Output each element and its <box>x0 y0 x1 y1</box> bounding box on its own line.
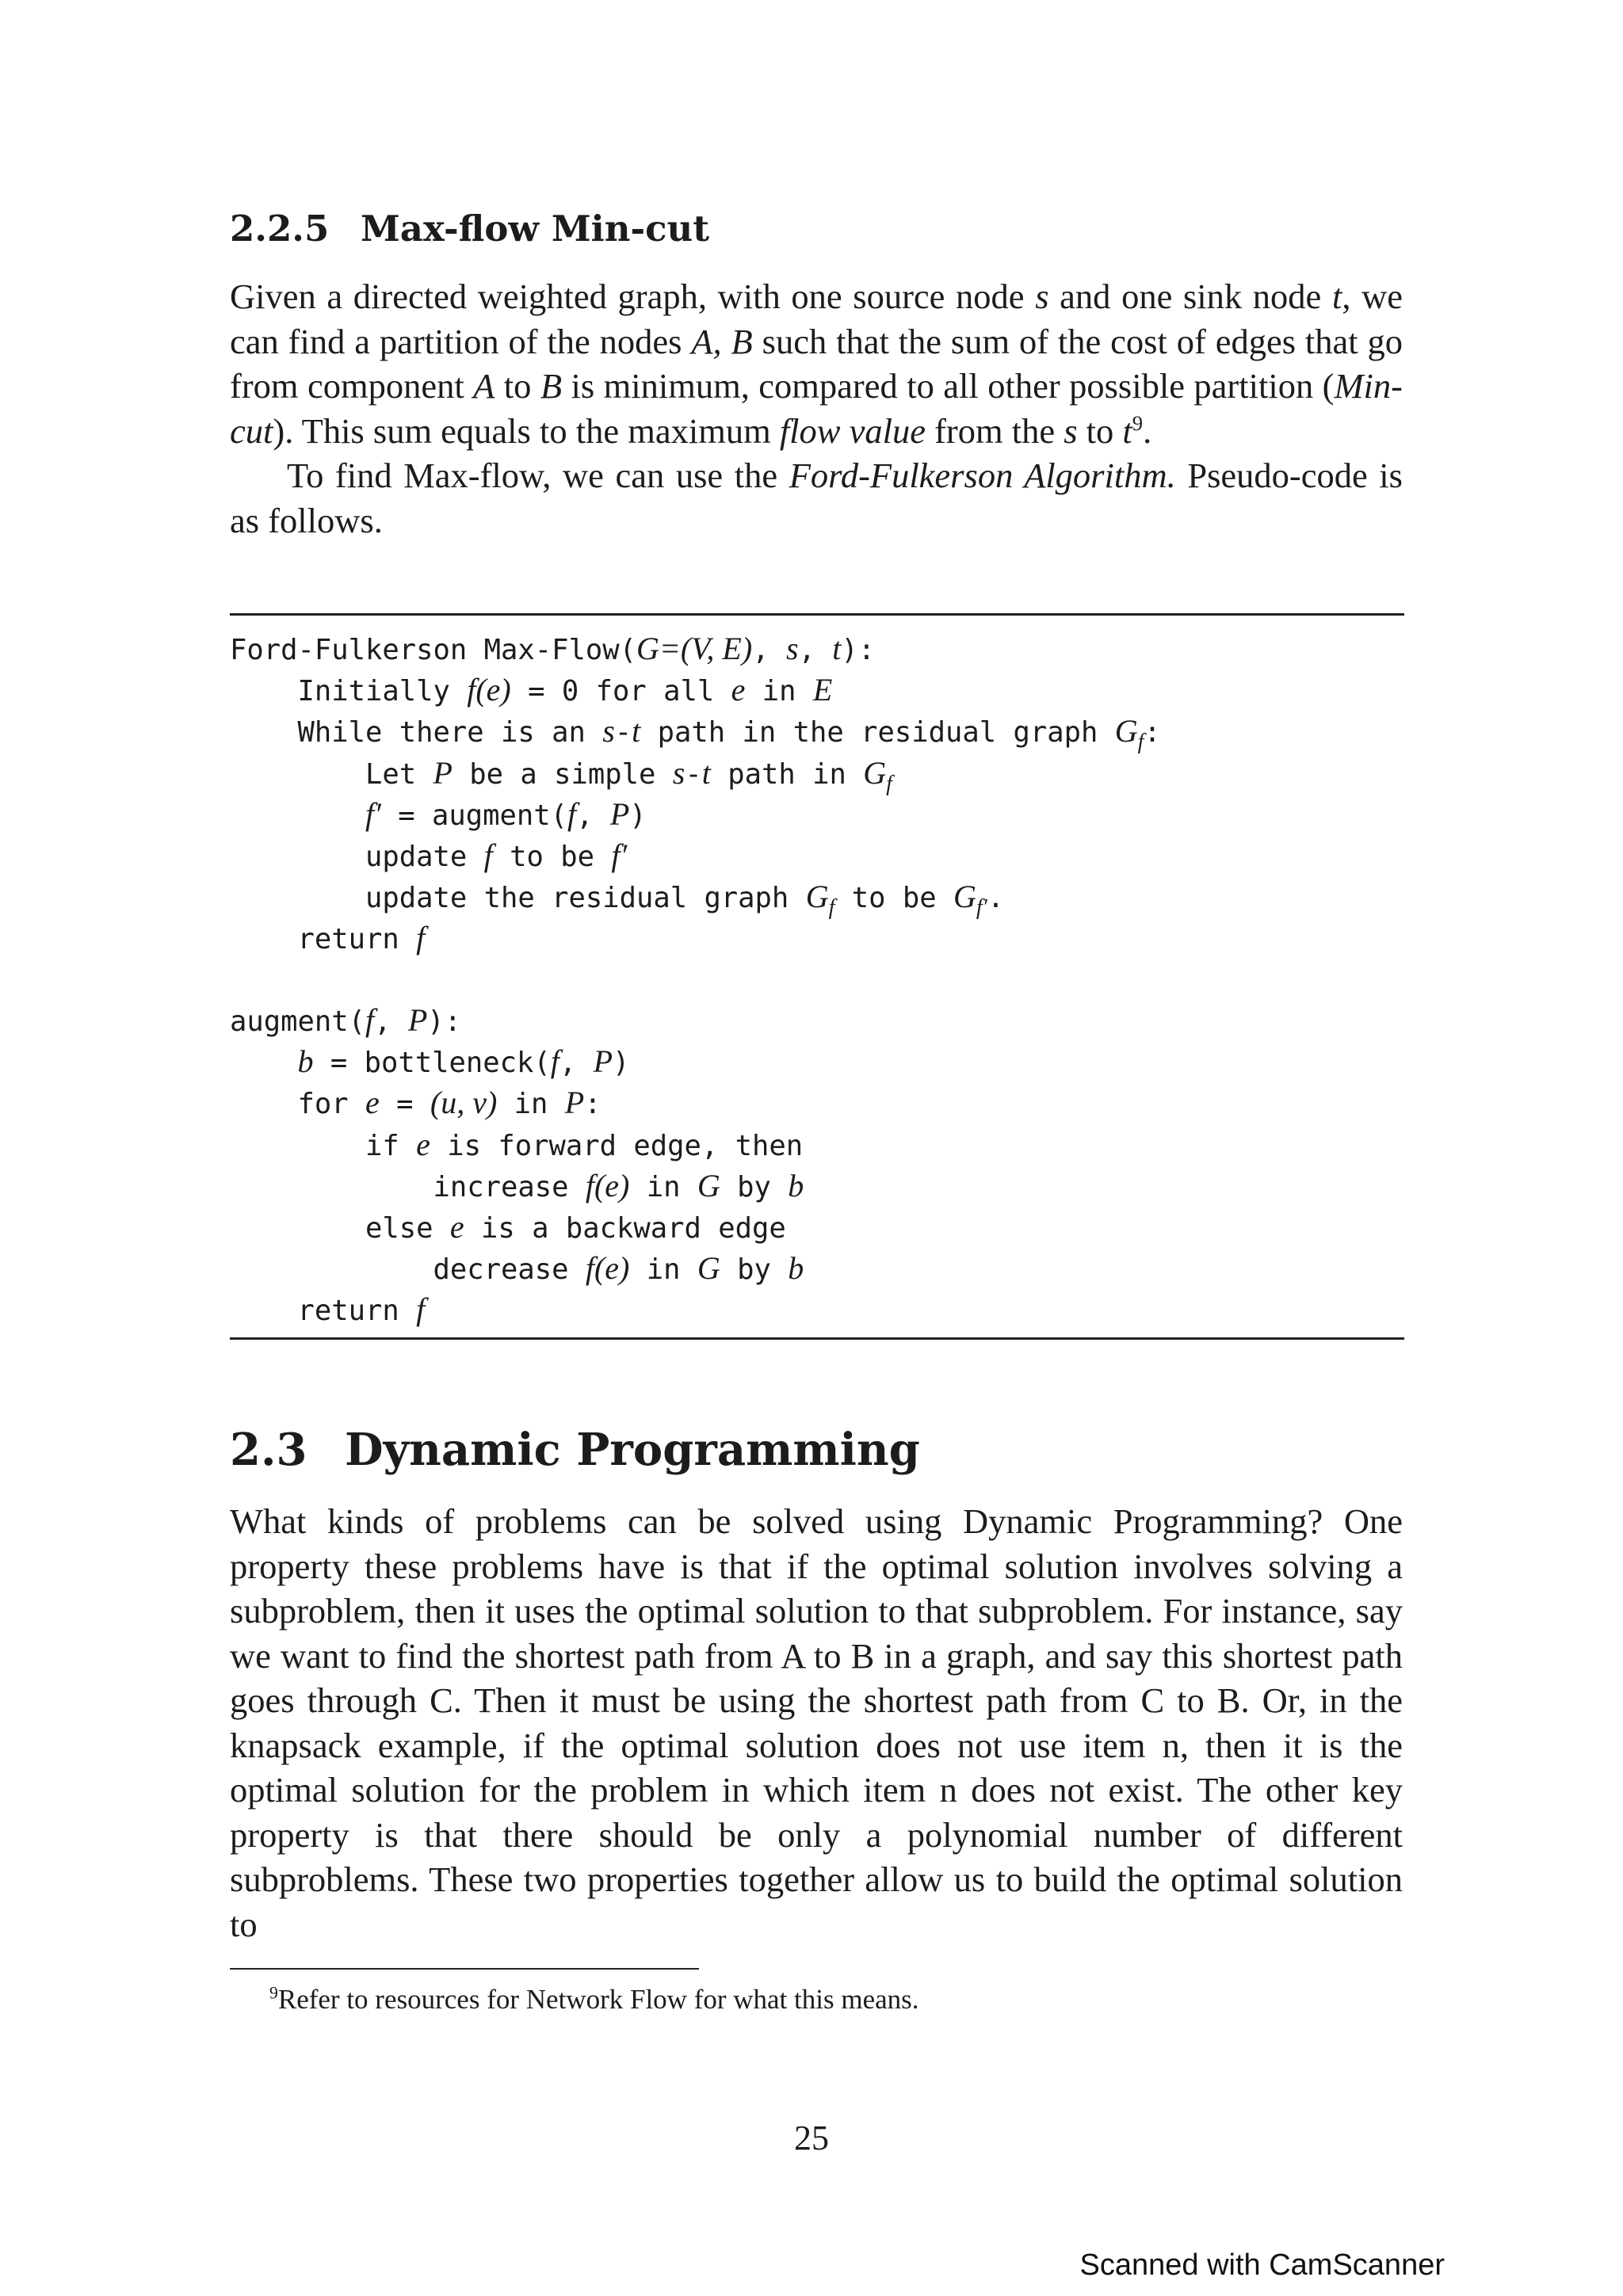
section-heading <box>230 1424 920 1476</box>
pseudocode-ford-fulkerson <box>230 628 1403 959</box>
code-line: update f to be f′ <box>230 837 628 873</box>
emphasis-min-cut: Min-cut <box>230 366 1403 451</box>
code-line: augment(f, P): <box>230 1002 462 1038</box>
footnote-text: Refer to resources for Network Flow for what this means. <box>277 1984 919 2015</box>
math-var: B <box>540 366 563 406</box>
code-line: Ford-Fulkerson Max-Flow(G=(V, E), s, t): <box>230 631 876 666</box>
footnote-number: 9 <box>269 1983 278 2003</box>
text-run: To find Max-flow, we can use the <box>287 456 789 495</box>
code-line: While there is an s-t path in the residual graph $G_f$: <box>230 713 1161 755</box>
footnote-rule <box>230 1968 699 1970</box>
code-line: if e is forward edge, then <box>230 1126 804 1162</box>
text-run: to <box>495 366 540 406</box>
code-line: for e = (u, v) in P: <box>230 1085 601 1121</box>
pseudocode-augment <box>230 1000 1403 1331</box>
code-line: Initially f(e) = 0 for all e in E <box>230 672 833 708</box>
paragraph-dynamic-programming: What kinds of problems can be solved using Dynamic Programming? One property these problems have is that if the optimal solution involves solving a subproblem, then it uses the optimal solution to that subproblem. For instance, say we want to find the shortest path from A to B in a graph, and say this shortest path goes through C. Then it must be using the shortest path from C to B. Or, in the knapsack example, if the optimal solution does not use item n, then it is the optimal solution for the problem in which item n does not exist. The other key property is that there should be only a polynomial number of different subproblems. These two properties together allow us to build the optimal solution to <box>230 1501 1403 1944</box>
subsection-number: 2.2.5 <box>230 208 330 250</box>
code-line: else e is a backward edge <box>230 1208 786 1245</box>
paragraph-maxflow-intro <box>230 274 1403 543</box>
math-var: t <box>1331 277 1342 316</box>
math-var: A, B <box>691 321 753 361</box>
text-run: Given a directed weighted graph, with one source node <box>230 277 1036 316</box>
paragraph-ford-fulkerson <box>230 453 1403 543</box>
text-run: , we can find a partition of the nodes <box>230 277 1403 361</box>
code-line: decrease f(e) in G by b <box>230 1250 804 1287</box>
code-line: b = bottleneck(f, P) <box>297 1043 630 1080</box>
subsection-title: Max-flow Min-cut <box>361 208 710 250</box>
text-run: and one sink node <box>1048 277 1332 316</box>
emphasis-algorithm-name: Ford-Fulkerson Algorithm. <box>789 456 1176 495</box>
code-line: increase f(e) in G by b <box>230 1167 804 1203</box>
code-line: update the residual graph $G_f$ to be $G_{f'}$. <box>230 879 1005 921</box>
math-var: s <box>1064 410 1078 451</box>
code-line: Let P be a simple s-t path in $G_f$ <box>230 754 892 796</box>
scanner-watermark: Scanned with CamScanner <box>1079 2248 1445 2282</box>
text-run: to <box>1077 410 1123 451</box>
text-run: from the <box>925 410 1064 451</box>
page-number: 25 <box>794 2119 829 2157</box>
code-bottom-rule <box>230 1337 1404 1340</box>
code-line: f′ = augment(f, P) <box>365 795 647 832</box>
text-run: Pseudo-code is as follows. <box>230 456 1403 540</box>
code-line: return f <box>230 1291 426 1328</box>
math-var: A <box>473 366 495 406</box>
section-number: 2.3 <box>230 1424 307 1476</box>
text-run: . <box>1143 410 1152 451</box>
text-run: is minimum, compared to all other possible partition ( <box>562 366 1335 406</box>
emphasis-flow-value: flow value <box>779 410 926 451</box>
footnote-marker: 9 <box>1132 410 1144 435</box>
footnote <box>269 1984 919 2016</box>
subsection-heading <box>230 208 709 250</box>
code-line: return f <box>230 920 426 956</box>
text-run: ). This sum equals to the maximum <box>273 410 780 451</box>
section-title: Dynamic Programming <box>345 1424 920 1476</box>
math-var: s <box>1035 277 1049 316</box>
text-run: such that the sum of the cost of edges that go from component <box>230 321 1403 406</box>
code-top-rule <box>230 613 1404 616</box>
math-var: t <box>1122 410 1132 451</box>
